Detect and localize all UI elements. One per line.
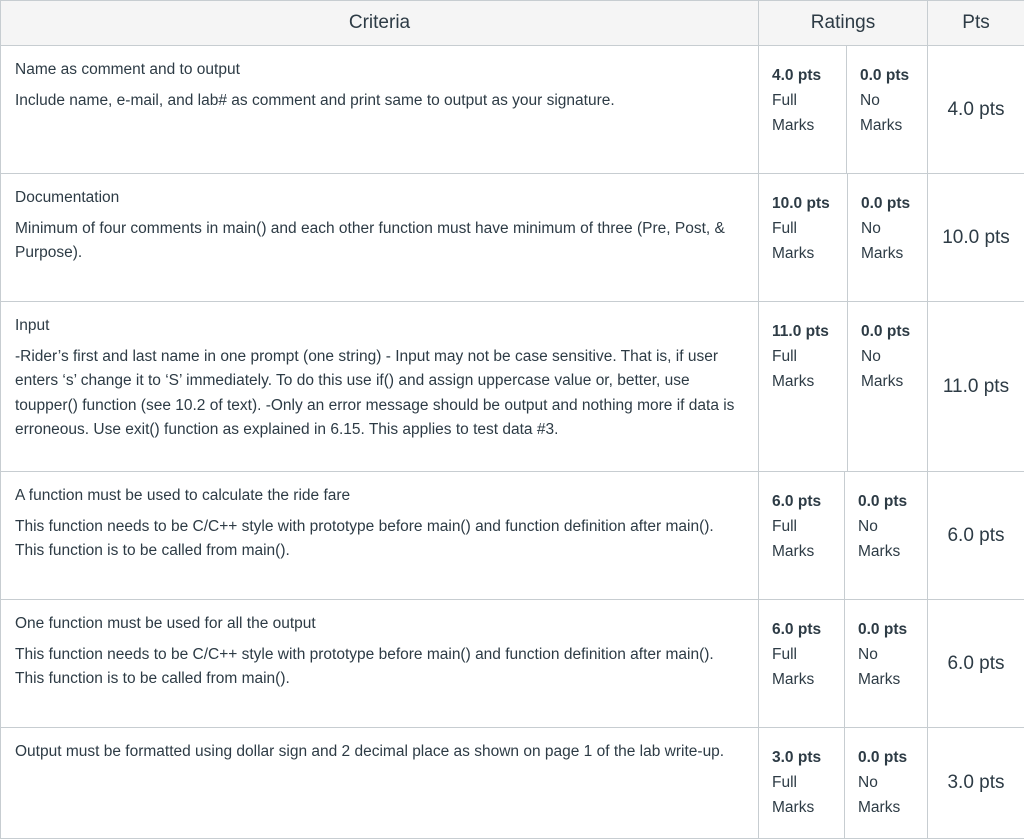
rating-points: 6.0 pts bbox=[772, 489, 832, 514]
criterion-description: This function needs to be C/C++ style with prototype before main() and function definition after main(). This function is to be called from main(). bbox=[15, 515, 744, 564]
criterion-row bbox=[1, 600, 1024, 728]
criterion-row bbox=[1, 472, 1024, 600]
criterion-cell bbox=[1, 472, 759, 600]
rating-points: 0.0 pts bbox=[858, 617, 910, 642]
ratings-cell bbox=[759, 46, 928, 174]
rating-label: No Marks bbox=[861, 344, 913, 394]
ratings-cell bbox=[759, 728, 928, 839]
rating-points: 4.0 pts bbox=[772, 63, 834, 88]
criterion-cell bbox=[1, 728, 759, 839]
rating-points: 3.0 pts bbox=[772, 745, 832, 770]
rating-points: 10.0 pts bbox=[772, 191, 835, 216]
criterion-title: A function must be used to calculate the ride fare bbox=[15, 484, 744, 509]
rating-no-marks bbox=[847, 174, 925, 301]
rating-full-marks bbox=[759, 728, 844, 838]
rating-full-marks bbox=[759, 174, 847, 301]
criterion-title: Input bbox=[15, 314, 744, 339]
criterion-row bbox=[1, 302, 1024, 472]
rating-no-marks bbox=[847, 302, 925, 471]
rating-label: No Marks bbox=[861, 216, 913, 266]
rating-label: Full Marks bbox=[772, 88, 824, 138]
ratings-cell bbox=[759, 302, 928, 472]
criterion-description: Minimum of four comments in main() and each other function must have minimum of three (Pre, Post, & Purpose). bbox=[15, 217, 744, 266]
criterion-row bbox=[1, 46, 1024, 174]
ratings-cell bbox=[759, 472, 928, 600]
criterion-title: Documentation bbox=[15, 186, 744, 211]
criterion-description: -Rider’s first and last name in one prompt (one string) - Input may not be case sensitive. That is, if user enters ‘s’ change it to ‘S’ immediately. To do this use if() and assign uppercase value or, better, use toupper() function (see 10.2 of text). -Only an error message should be output and nothing more if data is erroneous. Use exit() function as explained in 6.15. This applies to test data #3. bbox=[15, 345, 744, 443]
rubric-header-row bbox=[1, 1, 1024, 46]
ratings-cell bbox=[759, 600, 928, 728]
rating-label: Full Marks bbox=[772, 642, 824, 692]
rating-points: 0.0 pts bbox=[860, 63, 912, 88]
criterion-points: 4.0 pts bbox=[928, 46, 1024, 174]
rating-no-marks bbox=[846, 46, 924, 173]
rating-label: No Marks bbox=[858, 514, 910, 564]
rating-label: Full Marks bbox=[772, 514, 824, 564]
criterion-row bbox=[1, 728, 1024, 839]
criterion-cell bbox=[1, 46, 759, 174]
criterion-cell bbox=[1, 600, 759, 728]
criterion-cell bbox=[1, 174, 759, 302]
rating-label: Full Marks bbox=[772, 216, 824, 266]
rating-label: No Marks bbox=[858, 770, 910, 820]
rating-label: No Marks bbox=[858, 642, 910, 692]
criterion-title: One function must be used for all the output bbox=[15, 612, 744, 637]
rating-full-marks bbox=[759, 472, 844, 599]
criteria-header: Criteria bbox=[1, 1, 759, 46]
rating-points: 0.0 pts bbox=[858, 489, 910, 514]
criterion-title: Output must be formatted using dollar sign and 2 decimal place as shown on page 1 of the lab write-up. bbox=[15, 740, 744, 765]
ratings-cell bbox=[759, 174, 928, 302]
criterion-points: 6.0 pts bbox=[928, 600, 1024, 728]
criterion-points: 6.0 pts bbox=[928, 472, 1024, 600]
ratings-header: Ratings bbox=[759, 1, 928, 46]
rating-points: 6.0 pts bbox=[772, 617, 832, 642]
criterion-title: Name as comment and to output bbox=[15, 58, 744, 83]
criterion-points: 11.0 pts bbox=[928, 302, 1024, 472]
rating-full-marks bbox=[759, 302, 847, 471]
criterion-points: 10.0 pts bbox=[928, 174, 1024, 302]
criterion-row bbox=[1, 174, 1024, 302]
rating-full-marks bbox=[759, 600, 844, 727]
rating-no-marks bbox=[844, 600, 922, 727]
rating-no-marks bbox=[844, 728, 922, 838]
rating-points: 0.0 pts bbox=[861, 191, 913, 216]
pts-header: Pts bbox=[928, 1, 1024, 46]
criterion-description: This function needs to be C/C++ style with prototype before main() and function definition after main(). This function is to be called from main(). bbox=[15, 643, 744, 692]
rating-label: Full Marks bbox=[772, 770, 824, 820]
rating-label: Full Marks bbox=[772, 344, 824, 394]
rating-points: 0.0 pts bbox=[858, 745, 910, 770]
rating-full-marks bbox=[759, 46, 846, 173]
rating-label: No Marks bbox=[860, 88, 912, 138]
rating-points: 11.0 pts bbox=[772, 319, 835, 344]
rating-no-marks bbox=[844, 472, 922, 599]
criterion-cell bbox=[1, 302, 759, 472]
rating-points: 0.0 pts bbox=[861, 319, 913, 344]
criterion-description: Include name, e-mail, and lab# as comment and print same to output as your signature. bbox=[15, 89, 744, 114]
criterion-points: 3.0 pts bbox=[928, 728, 1024, 839]
